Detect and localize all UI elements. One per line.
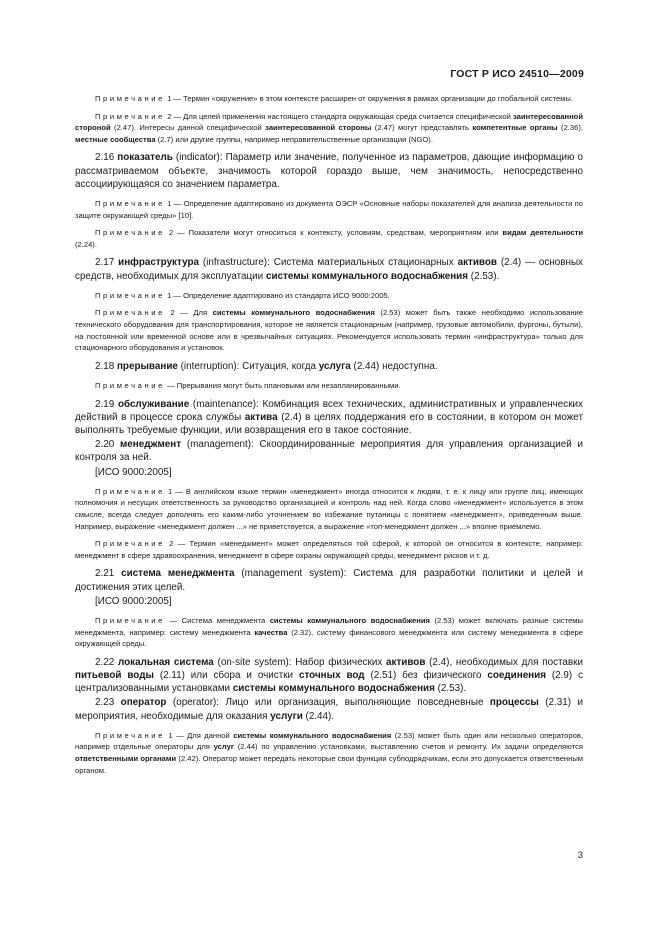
term-2-17-infrastructure: 2.17 инфраструктура (infrastructure): Система материальных стационарных активов (2.4) — основных средств, необходимых для эксплуатации системы коммунального водоснабжения (2.53). bbox=[75, 257, 583, 282]
note-2-15-1: Примечание 1 — Термин «окружение» в этом контексте расширен от окружения в рамках организации до глобальной системы. bbox=[95, 94, 573, 103]
note-2-21: Примечание — Система менеджмента системы коммунального водоснабжения (2.53) может включать разные системы менеджмента, например: систему менеджмента качества (2.32), систему финансового менеджмента или систему менеджмента в сфере окружающей среды. bbox=[75, 615, 584, 649]
note-2-20-1: Примечание 1 — В английском языке термин «менеджмент» иногда относится к людям, т. е. к лицу или группе лиц, имеющих полномочия и несущих ответственность за руководство организацией и контроль над ней. Когда слово «менеджмент» используется в этом смысле, всегда следует дополнять его каким-либо уточнением во избежание путаницы с понятием «менеджмент», приведенным выше. Например, выражение «менеджмент должен ...» не приветствуется, а выражение «топ-менеджмент должен ...» вполне приемлемо. bbox=[75, 486, 583, 531]
term-2-22-on-site-system: 2.22 локальная система (on-site system): Набор физических активов (2.4), необходимых для поставки питьевой воды (2.11) или сбора и очистки сточных вод (2.51) без физического соединения (2.9) с централизованными установками системы коммунального водоснабжения (2.53). bbox=[75, 656, 584, 695]
note-label: Примечание bbox=[95, 94, 165, 103]
document-id-header: ГОСТ Р ИСО 24510—2009 bbox=[450, 68, 584, 80]
note-label: Примечание bbox=[95, 228, 165, 238]
note-2-18: Примечание — Прерывания могут быть плановыми или незапланированными. bbox=[95, 380, 401, 390]
document-body bbox=[75, 93, 583, 782]
term-2-18-interruption: 2.18 прерывание (interruption): Ситуация, когда услуга (2.44) недоступна. bbox=[95, 360, 438, 372]
note-2-17-1: Примечание 1 — Определение адаптировано из стандарта ИСО 9000:2005. bbox=[95, 290, 390, 300]
note-2-23-1: Примечание 1 — Для данной системы коммунального водоснабжения (2.53) может быть один или несколько операторов, например отдельные операторы для услуг (2.44) по управлению установками, выставлению счетов и ремонту. Их задачи определяются ответственными органами (2.42). Оператор может передать некоторые свои функции субподрядчикам, если это допускается ответственным органом. bbox=[75, 730, 583, 775]
note-2-16-1: Примечание 1 — Определение адаптировано из документа ОЭСР «Основные наборы показателей для анализа деятельности по защите окружающей среды» [10]. bbox=[75, 198, 583, 220]
reference-2-20: [ИСО 9000:2005] bbox=[95, 466, 172, 478]
note-label: Примечание bbox=[95, 198, 165, 208]
page-number: 3 bbox=[577, 850, 583, 861]
note-label: Примечание bbox=[95, 308, 165, 318]
note-label: Примечание bbox=[95, 380, 165, 390]
note-2-17-2: Примечание 2 — Для системы коммунального водоснабжения (2.53) может быть также необходимо использование технического оборудования для транспортирования, которое не является стационарным (например, грузовые автомобили, фургоны, бутыли), на постоянной или временной основе или в чрезвычайных ситуациях. Рекомендуется использовать термин «инфраструктура» только для стационарного оборудования и установок. bbox=[75, 308, 583, 353]
note-label: Примечание bbox=[95, 111, 165, 121]
note-2-15-2: Примечание 2 — Для целей применения настоящего стандарта окружающая среда считается специфической заинтересованной стороной (2.47). Интересы данной специфической заинтересованной стороны (2.47) могут представлять компетентные органы (2.36), местные сообщества (2.7) или другие группы, например неправительственные организации (NGO). bbox=[75, 111, 583, 144]
note-2-16-2: Примечание 2 — Показатели могут относиться к контексту, условиям, средствам, мероприятиям или видам деятельности (2.24). bbox=[75, 228, 584, 249]
note-label: Примечание bbox=[95, 615, 165, 625]
note-label: Примечание bbox=[95, 730, 165, 740]
reference-2-21: [ИСО 9000:2005] bbox=[95, 595, 172, 607]
note-label: Примечание bbox=[95, 486, 165, 496]
term-2-21-management-system: 2.21 система менеджмента (management system): Система для разработки политики и целей и достижения этих целей. bbox=[75, 568, 583, 593]
note-label: Примечание bbox=[95, 290, 165, 300]
term-2-16-indicator: 2.16 показатель (indicator): Параметр или значение, полученное из параметров, дающие информацию о рассматриваемом объекте, значимость которой гораздо выше, чем значимость, непосредственно ассоциирующаяся со значением параметра. bbox=[75, 152, 583, 190]
term-2-19-maintenance: 2.19 обслуживание (maintenance): Комбинация всех технических, административных и управленческих действий в процессе срока службы актива (2.4) в целях поддержания его в состоянии, в котором он может выполнять требуемые функции, или возвращения его в такое состояние. bbox=[75, 398, 583, 436]
term-2-20-management: 2.20 менеджмент (management): Скоординированные мероприятия для управления организацией и контроля за ней. bbox=[75, 439, 584, 464]
term-2-23-operator: 2.23 оператор (operator): Лицо или организация, выполняющие повседневные процессы (2.31) и мероприятия, необходимые для оказания услуги (2.44). bbox=[75, 697, 583, 722]
note-2-20-2: Примечание 2 — Термин «менеджмент» может определяться той сферой, к которой он относится в контексте, например: менеджмент в сфере здравоохранения, менеджмент в сфере охраны окружающей среды, менеджмент рисков и т. д. bbox=[75, 539, 583, 560]
note-label: Примечание bbox=[95, 539, 165, 549]
